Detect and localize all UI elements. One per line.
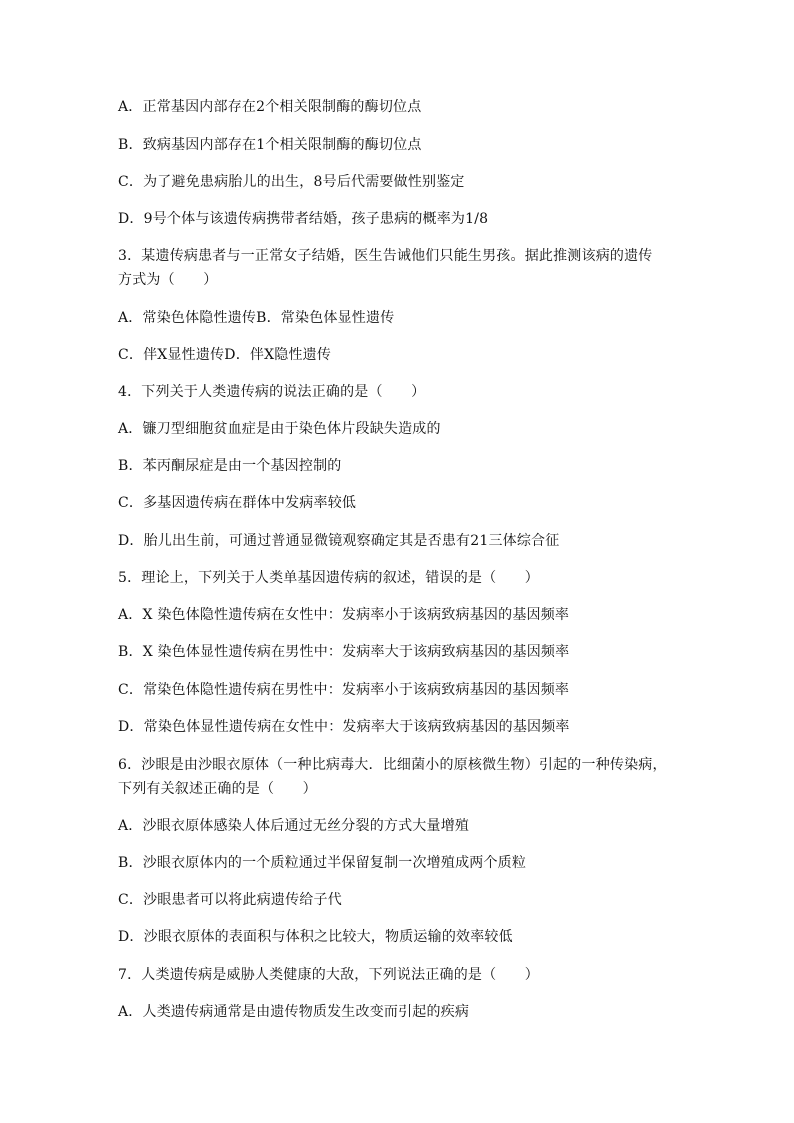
- option-d-q4: D．胎儿出生前，可通过普通显微镜观察确定其是否患有21三体综合征: [118, 533, 560, 549]
- option-c-q4: C．多基因遗传病在群体中发病率较低: [118, 495, 357, 511]
- option-c-q5: C．常染色体隐性遗传病在男性中：发病率小于该病致病基因的基因频率: [118, 682, 570, 698]
- option-d-q6: D．沙眼衣原体的表面积与体积之比较大，物质运输的效率较低: [118, 929, 513, 945]
- option-b-q4: B．苯丙酮尿症是由一个基因控制的: [118, 458, 342, 474]
- question-3-line-1: 3．某遗传病患者与一正常女子结婚，医生告诫他们只能生男孩。据此推测该病的遗传: [118, 248, 653, 264]
- option-a-q2: A．正常基因内部存在2个相关限制酶的酶切位点: [118, 99, 422, 115]
- question-6-line-2: 下列有关叙述正确的是（ ）: [118, 781, 317, 797]
- option-c-q6: C．沙眼患者可以将此病遗传给子代: [118, 892, 342, 908]
- option-a-q7: A．人类遗传病通常是由遗传物质发生改变而引起的疾病: [118, 1004, 470, 1020]
- option-c-q2: C．为了避免患病胎儿的出生，8号后代需要做性别鉴定: [118, 174, 465, 190]
- option-ab-q3: A．常染色体隐性遗传B．常染色体显性遗传: [118, 310, 395, 326]
- option-d-q2: D．9号个体与该遗传病携带者结婚，孩子患病的概率为1/8: [118, 211, 489, 227]
- question-7: 7．人类遗传病是威胁人类健康的大敌，下列说法正确的是（ ）: [118, 967, 539, 983]
- option-b-q5: B．X 染色体显性遗传病在男性中：发病率大于该病致病基因的基因频率: [118, 644, 570, 660]
- question-5: 5．理论上，下列关于人类单基因遗传病的叙述，错误的是（ ）: [118, 570, 539, 586]
- option-a-q6: A．沙眼衣原体感染人体后通过无丝分裂的方式大量增殖: [118, 818, 470, 834]
- question-3-line-2: 方式为（ ）: [118, 272, 218, 288]
- option-a-q5: A．X 染色体隐性遗传病在女性中：发病率小于该病致病基因的基因频率: [118, 607, 570, 623]
- option-cd-q3: C．伴X显性遗传D．伴X隐性遗传: [118, 347, 332, 363]
- question-4: 4．下列关于人类遗传病的说法正确的是（ ）: [118, 384, 426, 400]
- option-a-q4: A．镰刀型细胞贫血症是由于染色体片段缺失造成的: [118, 421, 441, 437]
- question-6-line-1: 6．沙眼是由沙眼衣原体（一种比病毒大．比细菌小的原核微生物）引起的一种传染病，: [118, 757, 667, 773]
- option-b-q6: B．沙眼衣原体内的一个质粒通过半保留复制一次增殖成两个质粒: [118, 855, 527, 871]
- option-d-q5: D．常染色体显性遗传病在女性中：发病率大于该病致病基因的基因频率: [118, 719, 570, 735]
- option-b-q2: B．致病基因内部存在1个相关限制酶的酶切位点: [118, 137, 422, 153]
